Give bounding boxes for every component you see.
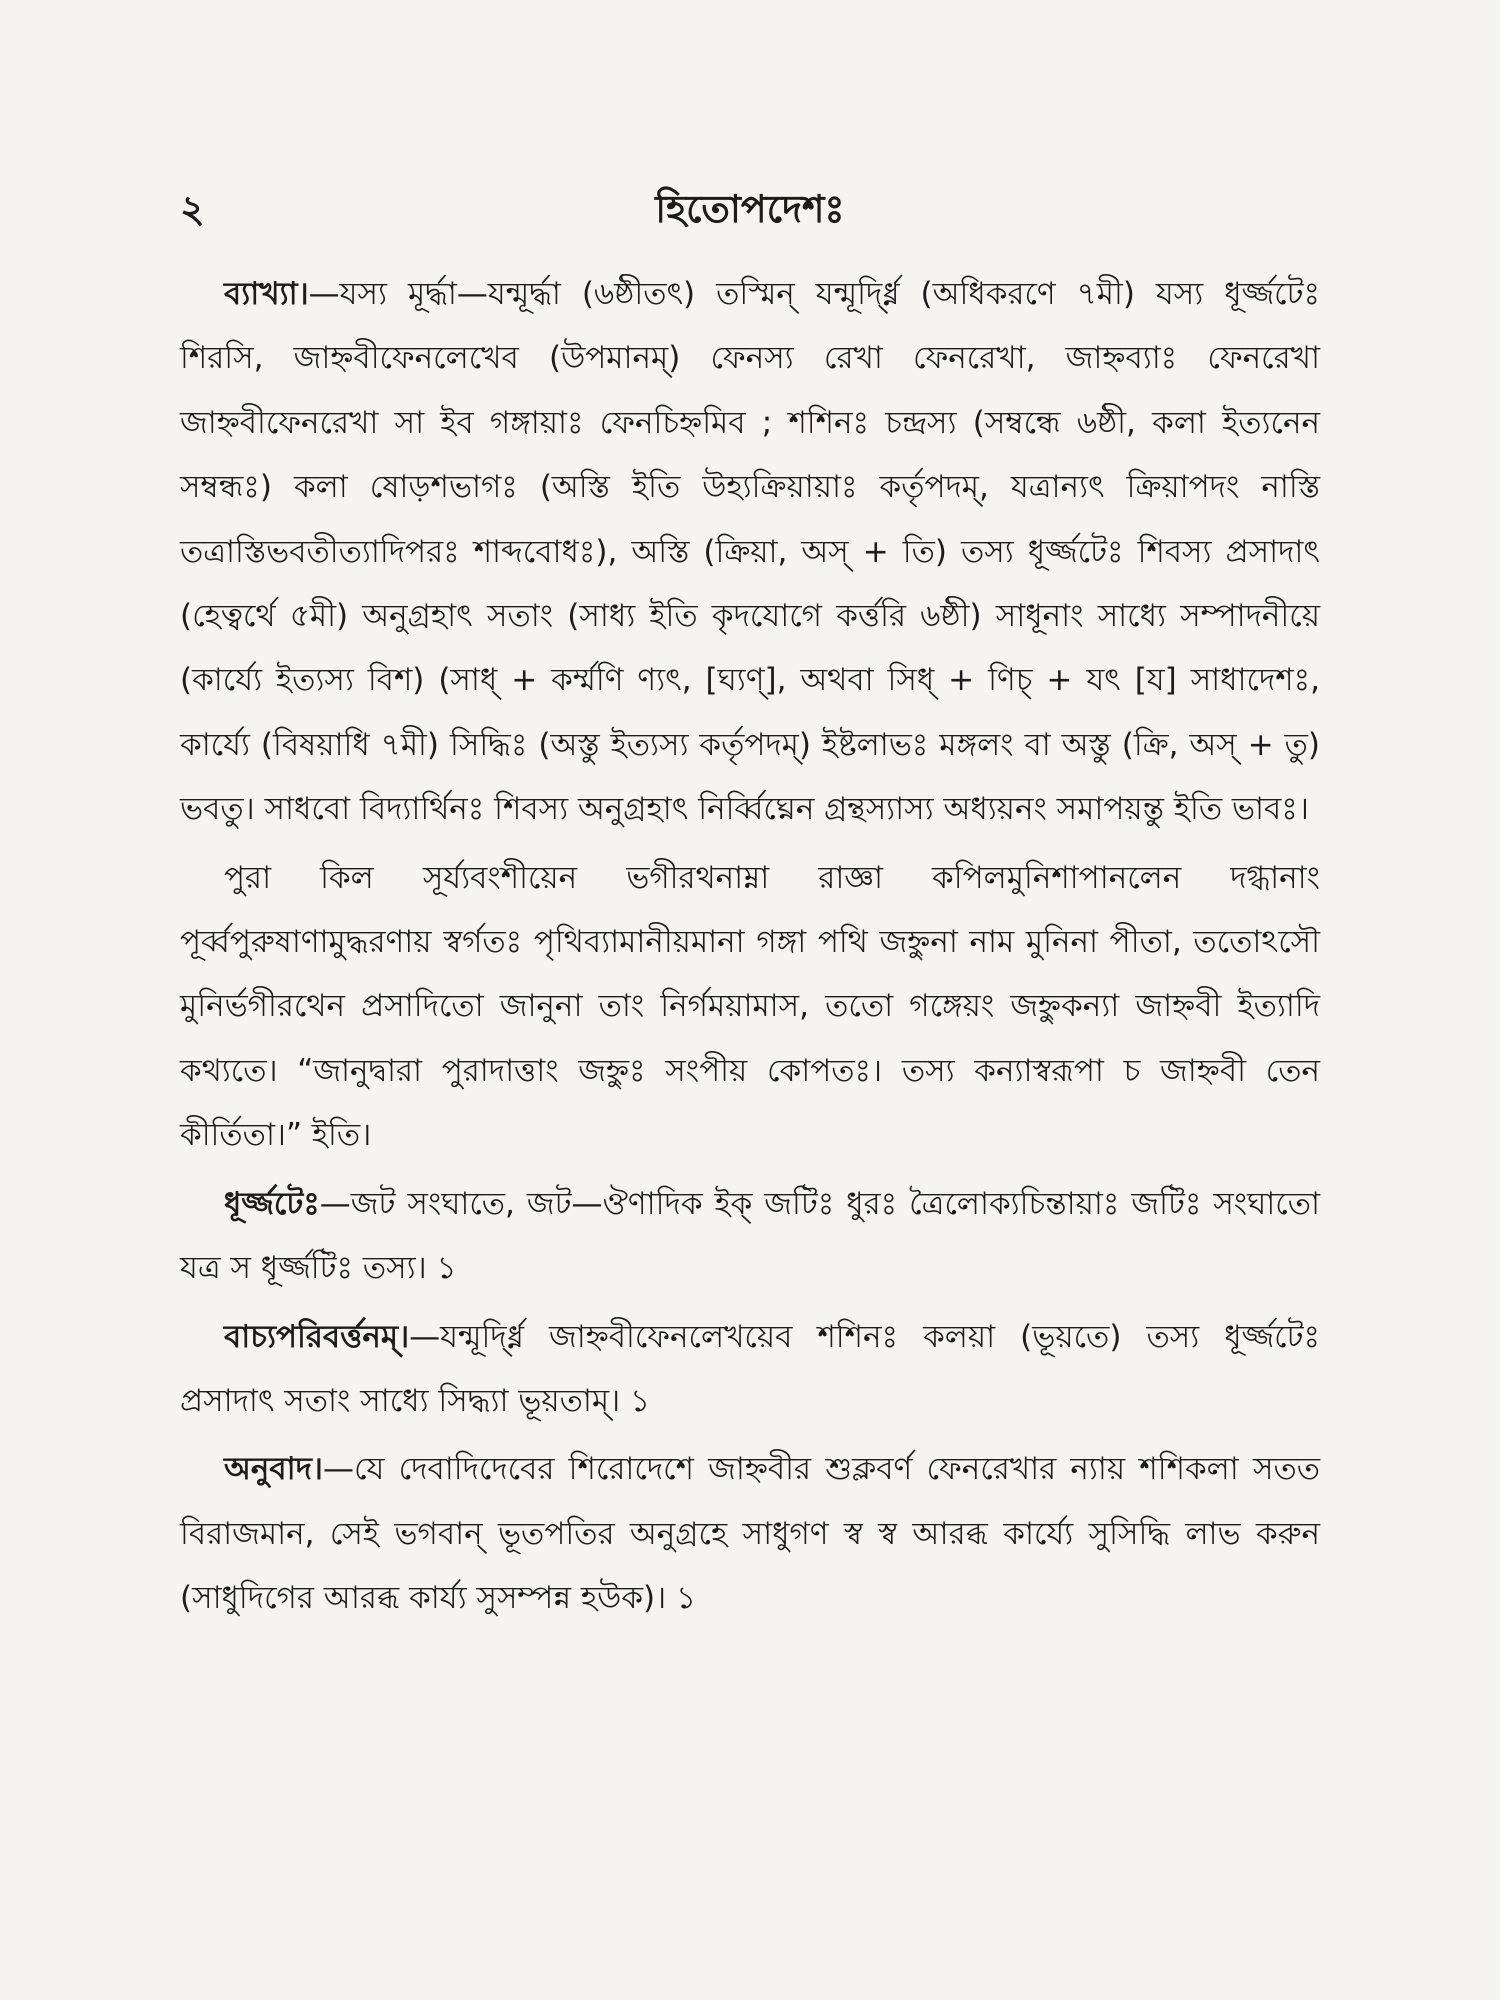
paragraph-text: পুরা কিল সূর্য্যবংশীয়েন ভগীরথনাম্না রাজ্ঞা কপিলমুনিশাপানলেন দগ্ধানাং পূর্ব্বপুরুষাণামুদ্ধরণায় স্বর্গতঃ পৃথিব্যামানীয়মানা গঙ্গা পথি জহ্নুনা নাম মুনিনা পীতা, ততোঽসৌ মুনির্ভগীরথেন প্রসাদিতো জানুনা তাং নির্গময়ামাস, ততো গঙ্গেয়ং জহ্নুকন্যা জাহ্নবী ইত্যাদি কথ্যতে। “জানুদ্বারা পুরাদাত্তাং জহ্নুঃ সংপীয় কোপতঃ। তস্য কন্যাস্বরূপা চ জাহ্নবী তেন কীর্তিতা।” ইতি। (180, 859, 1320, 1154)
paragraph-dhurjati (180, 1172, 1320, 1301)
paragraph-text: —জট সংঘাতে, জট—ঔণাদিক ইক্ জটিঃ ধুরঃ ত্রৈলোক্যচিন্তায়াঃ জটিঃ সংঘাতো যত্র স ধূর্জ্জটিঃ তস্য। ১ (180, 1185, 1320, 1287)
paragraph-vyakhya (180, 262, 1320, 842)
page-header (180, 180, 1320, 240)
paragraph-story (180, 846, 1320, 1168)
paragraph-heading: অনুবাদ। (224, 1451, 323, 1488)
paragraph-anuvad (180, 1437, 1320, 1630)
paragraph-heading: ব্যাখ্যা। (224, 276, 309, 312)
paragraph-heading: বাচ্যপরিবর্ত্তনম্। (224, 1318, 410, 1355)
paragraph-text: —যে দেবাদিদেবের শিরোদেশে জাহ্নবীর শুক্লবর্ণ ফেনরেখার ন্যায় শশিকলা সতত বিরাজমান, সেই ভগবান্ ভূতপতির অনুগ্রহে সাধুগণ স্ব স্ব আরব্ধ কার্য্যে সুসিদ্ধি লাভ করুন (সাধুদিগের আরব্ধ কার্য্য সুসম্পন্ন হউক)। ১ (180, 1451, 1320, 1617)
paragraph-text: —যন্মূর্দ্ধ্নি জাহ্নবীফেনলেখয়েব শশিনঃ কলয়া (ভূয়তে) তস্য ধূর্জ্জটেঃ প্রসাদাৎ সতাং সাধ্যে সিদ্ধ্যা ভূয়তাম্। ১ (180, 1318, 1320, 1419)
paragraph-text: —যস্য মূর্দ্ধা—যন্মূর্দ্ধা (৬ষ্ঠীতৎ) তস্মিন্ যন্মূর্দ্ধ্নি (অধিকরণে ৭মী) যস্য ধূর্জ্জটেঃ শিরসি, জাহ্নবীফেনলেখেব (উপমানম্) ফেনস্য রেখা ফেনরেখা, জাহ্নব্যাঃ ফেনরেখা জাহ্নবীফেনরেখা সা ইব গঙ্গায়াঃ ফেনচিহ্নমিব ; শশিনঃ চন্দ্রস্য (সম্বন্ধে ৬ষ্ঠী, কলা ইত্যনেন সম্বন্ধঃ) কলা ষোড়শভাগঃ (অস্তি ইতি উহ্যক্রিয়ায়াঃ কর্তৃপদম্, যত্রান্যৎ ক্রিয়াপদং নাস্তি তত্রাস্তিভবতীত্যাদিপরঃ শাব্দবোধঃ), অস্তি (ক্রিয়া, অস্ + তি) তস্য ধূর্জ্জটেঃ শিবস্য প্রসাদাৎ (হেত্বর্থে ৫মী) অনুগ্রহাৎ সতাং (সাধ্য ইতি কৃদযোগে কর্ত্তরি ৬ষ্ঠী) সাধূনাং সাধ্যে সম্পাদনীয়ে (কার্য্যে ইত্যস্য বিশ) (সাধ্ + কর্ম্মণি ণ্যৎ, [ঘ্যণ্], অথবা সিধ্ + ণিচ্ + যৎ [য] সাধাদেশঃ, কার্য্যে (বিষয়াধি ৭মী) সিদ্ধিঃ (অস্তু ইত্যস্য কর্তৃপদম্) ইষ্টলাভঃ মঙ্গলং বা অস্তু (ক্রি, অস্ + তু) ভবতু। সাধবো বিদ্যার্থিনঃ শিবস্য অনুগ্রহাৎ নির্ব্বিঘ্নেন গ্রন্থস্যাস্য অধ্যয়নং সমাপয়ন্তু ইতি ভাবঃ। (180, 276, 1320, 828)
running-title: হিতোপদেশঃ (655, 187, 845, 231)
paragraph-vachya (180, 1305, 1320, 1434)
page-number: ২ (180, 187, 205, 231)
paragraph-heading: ধূর্জ্জটেঃ (224, 1185, 320, 1222)
body-text (180, 262, 1320, 1631)
